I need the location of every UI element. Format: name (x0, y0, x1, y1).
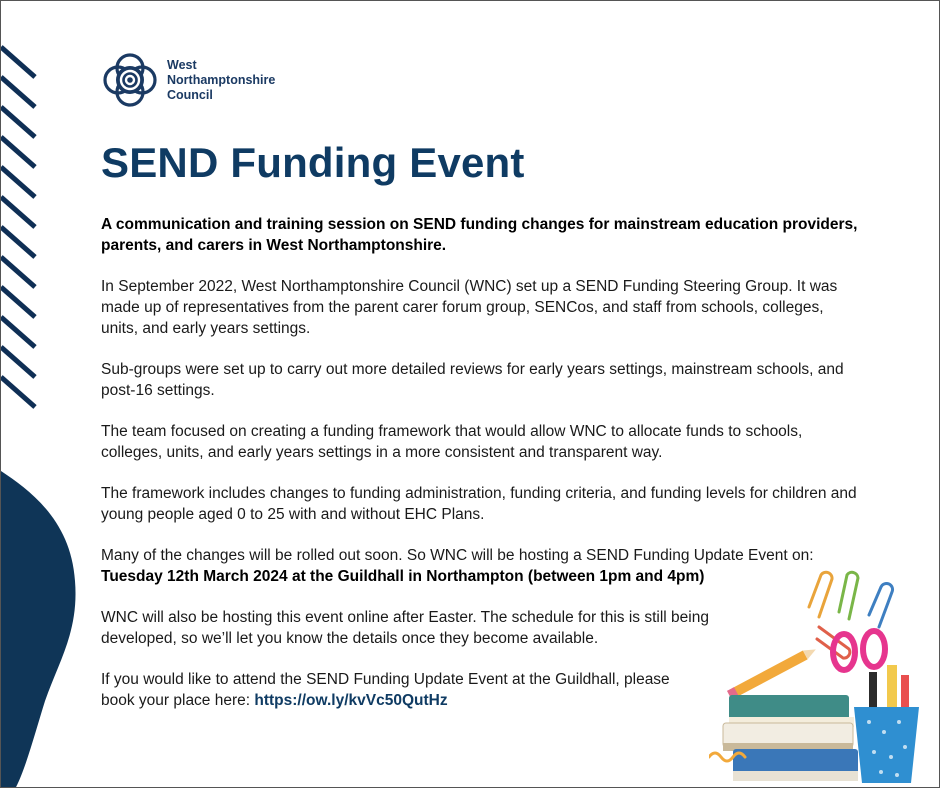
booking-text: If you would like to attend the SEND Funding Update Event at the Guildhall, please book your place here: (101, 671, 670, 709)
council-name (167, 58, 275, 103)
paragraph-online: WNC will also be hosting this event online after Easter. The schedule for this is still being developed, so we’ll let you know the details once they become available. (101, 609, 709, 647)
paragraph-sub-groups: Sub-groups were set up to carry out more detailed reviews for early years settings, mainstream schools, and post-16 settings. (101, 361, 844, 399)
paragraph-framework-changes: The framework includes changes to funding administration, funding criteria, and funding levels for children and young people aged 0 to 25 with and without EHC Plans. (101, 485, 857, 523)
paragraph-steering-group: In September 2022, West Northamptonshire Council (WNC) set up a SEND Funding Steering Group. It was made up of representatives from the parent carer forum group, SENCos, and staff from schools, colleges, units, and early years settings. (101, 278, 838, 337)
council-name-line2: Northamptonshire (167, 72, 276, 87)
stationery-illustration (709, 557, 939, 787)
page-title: SEND Funding Event (101, 139, 525, 186)
decorative-slashes (1, 41, 41, 421)
decorative-blob (1, 471, 81, 788)
intro-text: A communication and training session on SEND funding changes for mainstream education providers, parents, and carers in West Northamptonshire. (101, 216, 858, 254)
event-date: Tuesday 12th March 2024 at the Guildhall in Northampton (between 1pm and 4pm) (101, 568, 705, 585)
booking-link[interactable]: https://ow.ly/kvVc50QutHz (254, 692, 448, 709)
event-intro: Many of the changes will be rolled out soon. So WNC will be hosting a SEND Funding Update Event on: (101, 547, 814, 564)
council-logo (101, 51, 275, 109)
council-name-line1: West (167, 57, 197, 72)
council-name-line3: Council (167, 87, 213, 102)
council-logo-icon (101, 51, 159, 109)
paragraph-booking (101, 669, 701, 711)
paragraph-framework-focus: The team focused on creating a funding framework that would allow WNC to allocate funds to schools, colleges, units, and early years settings in a more consistent and transparent way. (101, 423, 803, 461)
